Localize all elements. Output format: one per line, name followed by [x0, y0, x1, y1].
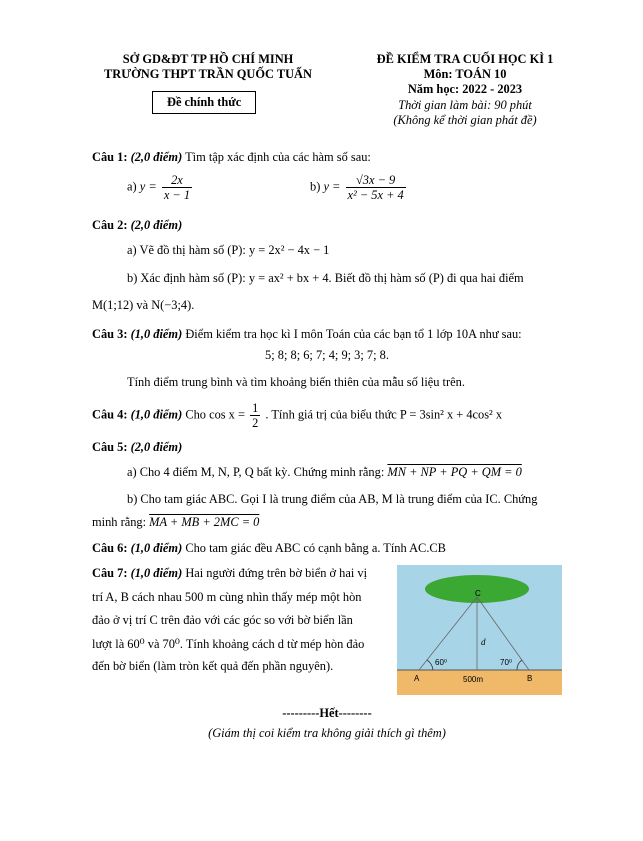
label-a: A — [414, 674, 420, 683]
label-angle-b: 70⁰ — [500, 658, 513, 667]
question-7-line-2: trí A, B cách nhau 500 m cùng nhìn thấy mép một hòn — [92, 590, 362, 604]
end-marker: ---------Hết-------- — [282, 706, 372, 720]
exam-title: ĐỀ KIỂM TRA CUỐI HỌC KÌ 1 — [376, 52, 554, 66]
question-7-line-1: Câu 7: (1,0 điểm) Hai người đứng trên bờ biển ở hai vị — [92, 566, 368, 580]
question-7-line-4: lượt là 60⁰ và 70⁰. Tính khoảng cách d từ mép hòn đảo — [92, 637, 365, 651]
question-6: Câu 6: (1,0 điểm) Cho tam giác đều ABC có cạnh bằng a. Tính AC.CB — [92, 541, 446, 555]
fraction-4: $\frac{1}{2}$ — [252, 401, 259, 430]
question-1b: b) y = $\frac{√3x - 9}{\text{x² − 5x + 4}}$ — [310, 173, 404, 202]
label-d: d — [481, 637, 486, 647]
question-2a: a) Vẽ đồ thị hàm số (P): y = 2x² − 4x − 1 — [127, 243, 330, 257]
question-3-task: Tính điểm trung bình và tìm khoảng biến thiên của mẫu số liệu trên. — [127, 375, 465, 389]
question-5b: b) Cho tam giác ABC. Gọi I là trung điểm của AB, M là trung điểm của IC. Chứng — [127, 492, 538, 506]
question-2-heading: Câu 2: (2,0 điểm) — [92, 218, 183, 232]
question-1-heading: Câu 1: (2,0 điểm) Tìm tập xác định của các hàm số sau: — [92, 150, 371, 164]
question-7-line-5: đến bờ biển (làm tròn kết quả đến phần nguyên). — [92, 659, 334, 673]
exam-duration: Thời gian làm bài: 90 phút — [398, 98, 532, 112]
question-3-data: 5; 8; 8; 6; 7; 4; 9; 3; 7; 8. — [265, 348, 389, 362]
school-name: TRƯỜNG THPT TRẦN QUỐC TUẤN — [104, 67, 312, 81]
question-2b: b) Xác định hàm số (P): y = ax² + bx + 4. Biết đồ thị hàm số (P) đi qua hai điểm — [127, 271, 524, 285]
question-5-heading: Câu 5: (2,0 điểm) — [92, 440, 183, 454]
question-5a: a) Cho 4 điểm M, N, P, Q bất kỳ. Chứng minh rằng: MN + NP + PQ + QM = 0 — [127, 465, 522, 479]
question-4: Câu 4: (1,0 điểm) Cho cos x = $\frac{1}{2}$ . Tính giá trị của biểu thức P = 3sin² x + 4cos² x — [92, 401, 503, 430]
question-2b-points: M(1;12) và N(−3;4). — [92, 298, 195, 312]
label-c: C — [475, 589, 481, 598]
school-year: Năm học: 2022 - 2023 — [407, 82, 523, 96]
fraction-1a: $\frac{2x}{x - 1}$ — [163, 173, 191, 202]
official-badge: Đề chính thức — [152, 91, 256, 114]
exam-subject: Môn: TOÁN 10 — [423, 67, 507, 81]
island-figure — [397, 565, 562, 695]
question-3-heading: Câu 3: (1,0 điểm) Điểm kiểm tra học kì I môn Toán của các bạn tổ 1 lớp 10A như sau: — [92, 327, 522, 341]
fraction-1b: $\frac{√3x - 9}{\text{x² − 5x + 4}}$ — [347, 173, 404, 202]
label-b: B — [527, 674, 533, 683]
label-angle-a: 60⁰ — [435, 658, 448, 667]
department-name: SỞ GD&ĐT TP HỒ CHÍ MINH — [122, 52, 294, 66]
question-5b-claim: minh rằng: MA + MB + 2MC = 0 — [92, 515, 260, 529]
proctor-note: (Giám thị coi kiểm tra không giải thích gì thêm) — [208, 726, 446, 740]
exam-note: (Không kể thời gian phát đề) — [393, 113, 537, 127]
question-1a: a) y = $\frac{2x}{x - 1}$ — [127, 173, 191, 202]
label-distance: 500m — [463, 675, 484, 684]
question-7-line-3: đảo ở vị trí C trên đảo với các góc so với bờ biển lần — [92, 613, 353, 627]
